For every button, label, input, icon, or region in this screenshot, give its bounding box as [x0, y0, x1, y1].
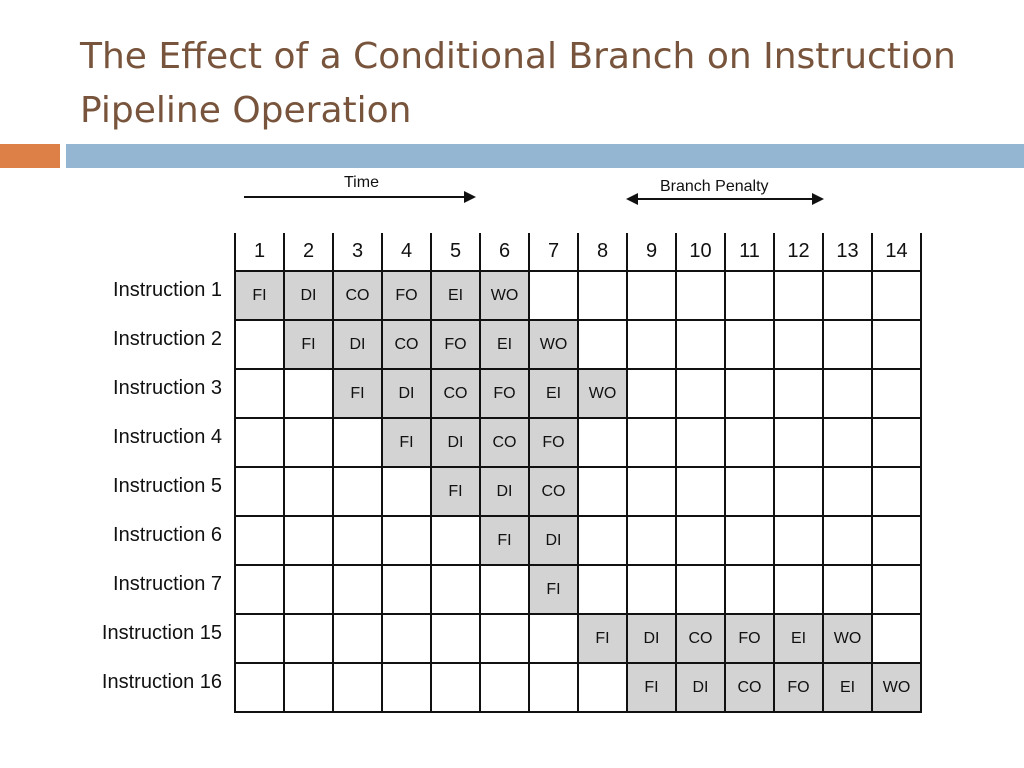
column-header: 7 [528, 233, 577, 270]
empty-cell [871, 368, 920, 417]
stage-cell: WO [871, 662, 920, 711]
empty-cell [724, 515, 773, 564]
empty-cell [675, 515, 724, 564]
empty-cell [381, 564, 430, 613]
empty-cell [234, 368, 283, 417]
stage-cell: FI [430, 466, 479, 515]
stage-cell: DI [283, 270, 332, 319]
empty-cell [381, 466, 430, 515]
stage-cell: FO [479, 368, 528, 417]
stage-cell: CO [332, 270, 381, 319]
stage-cell: CO [381, 319, 430, 368]
column-header: 5 [430, 233, 479, 270]
stage-cell: WO [528, 319, 577, 368]
empty-cell [675, 466, 724, 515]
empty-cell [626, 368, 675, 417]
empty-cell [283, 417, 332, 466]
empty-cell [822, 319, 871, 368]
branch-penalty-arrow-line [636, 198, 814, 200]
empty-cell [234, 613, 283, 662]
empty-cell [773, 417, 822, 466]
stage-cell: EI [528, 368, 577, 417]
stage-cell: DI [332, 319, 381, 368]
stage-cell: DI [381, 368, 430, 417]
empty-cell [822, 564, 871, 613]
stage-cell: FI [479, 515, 528, 564]
empty-cell [626, 466, 675, 515]
empty-cell [871, 564, 920, 613]
column-header: 12 [773, 233, 822, 270]
stage-cell: FI [381, 417, 430, 466]
empty-cell [626, 319, 675, 368]
stage-cell: FO [528, 417, 577, 466]
empty-cell [626, 270, 675, 319]
column-header: 11 [724, 233, 773, 270]
empty-cell [773, 466, 822, 515]
empty-cell [871, 270, 920, 319]
empty-cell [822, 515, 871, 564]
pipeline-grid [234, 233, 922, 713]
instruction-label: Instruction 2 [113, 328, 222, 350]
empty-cell [381, 515, 430, 564]
empty-cell [871, 613, 920, 662]
branch-penalty-label: Branch Penalty [660, 178, 769, 195]
empty-cell [283, 613, 332, 662]
instruction-label: Instruction 16 [101, 671, 222, 693]
empty-cell [430, 515, 479, 564]
empty-cell [577, 270, 626, 319]
stage-cell: FI [332, 368, 381, 417]
empty-cell [234, 662, 283, 711]
empty-cell [577, 515, 626, 564]
empty-cell [822, 368, 871, 417]
empty-cell [234, 417, 283, 466]
column-header: 2 [283, 233, 332, 270]
empty-cell [381, 662, 430, 711]
empty-cell [822, 466, 871, 515]
empty-cell [724, 417, 773, 466]
empty-cell [234, 515, 283, 564]
empty-cell [332, 662, 381, 711]
instruction-label: Instruction 5 [113, 475, 222, 497]
empty-cell [675, 368, 724, 417]
empty-cell [528, 613, 577, 662]
stage-cell: WO [479, 270, 528, 319]
empty-cell [724, 270, 773, 319]
instruction-label: Instruction 15 [101, 622, 222, 644]
stage-cell: FI [234, 270, 283, 319]
empty-cell [773, 270, 822, 319]
empty-cell [675, 319, 724, 368]
column-header: 3 [332, 233, 381, 270]
time-arrow-head-icon [464, 191, 476, 203]
stage-cell: DI [626, 613, 675, 662]
empty-cell [577, 319, 626, 368]
stage-cell: FI [577, 613, 626, 662]
empty-cell [528, 270, 577, 319]
empty-cell [283, 564, 332, 613]
stage-cell: DI [528, 515, 577, 564]
empty-cell [675, 417, 724, 466]
instruction-label: Instruction 7 [113, 573, 222, 595]
accent-bar-blue [66, 144, 1024, 168]
instruction-label: Instruction 1 [113, 279, 222, 301]
empty-cell [577, 466, 626, 515]
empty-cell [479, 613, 528, 662]
stage-cell: CO [528, 466, 577, 515]
empty-cell [234, 319, 283, 368]
empty-cell [283, 368, 332, 417]
instruction-label: Instruction 6 [113, 524, 222, 546]
empty-cell [577, 564, 626, 613]
empty-cell [479, 662, 528, 711]
empty-cell [626, 515, 675, 564]
stage-cell: EI [773, 613, 822, 662]
empty-cell [675, 270, 724, 319]
empty-cell [871, 417, 920, 466]
empty-cell [430, 564, 479, 613]
stage-cell: WO [577, 368, 626, 417]
stage-cell: FO [381, 270, 430, 319]
column-header: 10 [675, 233, 724, 270]
empty-cell [332, 417, 381, 466]
empty-cell [626, 564, 675, 613]
time-arrow-line [244, 196, 466, 198]
stage-cell: DI [675, 662, 724, 711]
stage-cell: WO [822, 613, 871, 662]
empty-cell [724, 319, 773, 368]
stage-cell: EI [479, 319, 528, 368]
empty-cell [430, 613, 479, 662]
time-label: Time [344, 174, 379, 191]
stage-cell: FI [528, 564, 577, 613]
empty-cell [381, 613, 430, 662]
column-header: 9 [626, 233, 675, 270]
empty-cell [528, 662, 577, 711]
stage-cell: DI [479, 466, 528, 515]
stage-cell: DI [430, 417, 479, 466]
stage-cell: FO [724, 613, 773, 662]
empty-cell [675, 564, 724, 613]
stage-cell: EI [430, 270, 479, 319]
stage-cell: EI [822, 662, 871, 711]
accent-bar-orange [0, 144, 60, 168]
stage-cell: CO [724, 662, 773, 711]
empty-cell [234, 466, 283, 515]
column-header: 8 [577, 233, 626, 270]
stage-cell: CO [675, 613, 724, 662]
empty-cell [871, 466, 920, 515]
stage-cell: FI [626, 662, 675, 711]
column-header: 13 [822, 233, 871, 270]
column-header: 4 [381, 233, 430, 270]
empty-cell [234, 564, 283, 613]
column-header: 6 [479, 233, 528, 270]
branch-penalty-right-arrow-icon [812, 193, 824, 205]
column-header: 1 [234, 233, 283, 270]
empty-cell [626, 417, 675, 466]
stage-cell: FI [283, 319, 332, 368]
empty-cell [332, 564, 381, 613]
empty-cell [332, 613, 381, 662]
empty-cell [283, 662, 332, 711]
instruction-label: Instruction 3 [113, 377, 222, 399]
empty-cell [283, 466, 332, 515]
empty-cell [822, 417, 871, 466]
instruction-label: Instruction 4 [113, 426, 222, 448]
branch-penalty-left-arrow-icon [626, 193, 638, 205]
empty-cell [724, 368, 773, 417]
instruction-labels [0, 270, 222, 711]
empty-cell [332, 515, 381, 564]
empty-cell [724, 466, 773, 515]
empty-cell [430, 662, 479, 711]
slide-title: The Effect of a Conditional Branch on Instruction Pipeline Operation [80, 36, 956, 131]
empty-cell [822, 270, 871, 319]
empty-cell [773, 564, 822, 613]
column-header: 14 [871, 233, 920, 270]
empty-cell [479, 564, 528, 613]
empty-cell [773, 368, 822, 417]
stage-cell: CO [430, 368, 479, 417]
stage-cell: CO [479, 417, 528, 466]
empty-cell [283, 515, 332, 564]
stage-cell: FO [773, 662, 822, 711]
empty-cell [773, 515, 822, 564]
empty-cell [871, 319, 920, 368]
stage-cell: FO [430, 319, 479, 368]
empty-cell [871, 515, 920, 564]
empty-cell [773, 319, 822, 368]
empty-cell [332, 466, 381, 515]
empty-cell [724, 564, 773, 613]
empty-cell [577, 417, 626, 466]
empty-cell [577, 662, 626, 711]
